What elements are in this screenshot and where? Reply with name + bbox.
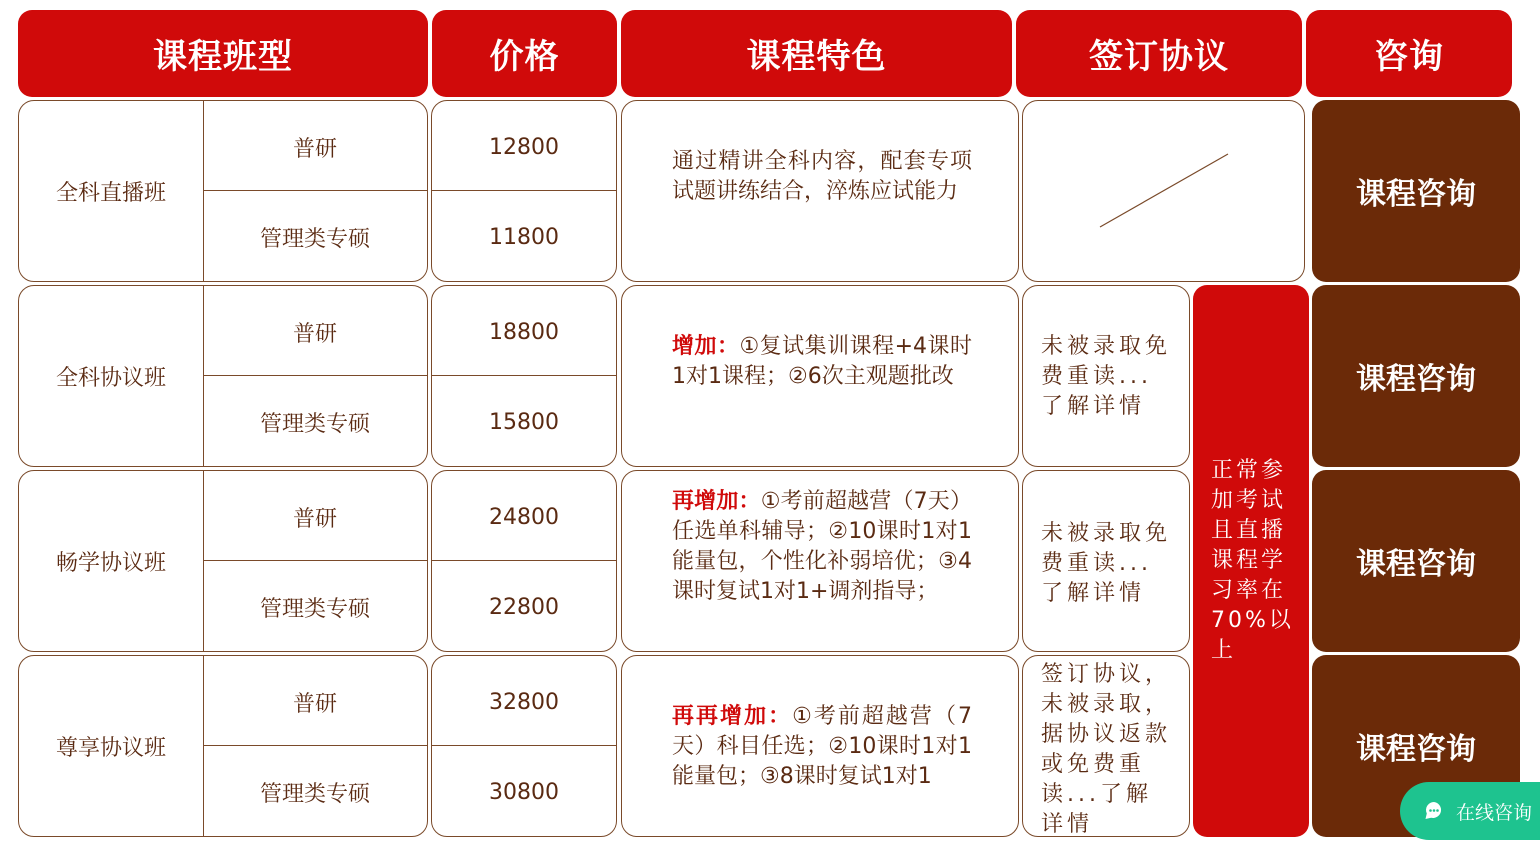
price-cell-row-4: [431, 655, 617, 837]
header-agreement: 签订协议: [1016, 10, 1302, 97]
course-sub-label: 管理类专硕: [259, 411, 370, 437]
condition-panel: [1193, 285, 1309, 837]
feature-cell-row-3: [621, 470, 1019, 652]
course-sub-label: 普研: [292, 506, 337, 532]
feature-text: 再再增加：①考前超越营（7天）科目任选；②10课时1对1能量包；③8课时复试1对1: [672, 704, 972, 789]
condition-text: 正常参加考试且直播课程学习率在70%以上: [1211, 458, 1294, 663]
price-value: 18800: [489, 319, 559, 345]
price-cell-row-3: [431, 470, 617, 652]
feature-cell-row-4: [621, 655, 1019, 837]
chat-icon: [1422, 799, 1446, 823]
price-value: 24800: [489, 504, 559, 530]
course-consult-button[interactable]: 课程咨询: [1312, 470, 1520, 652]
price-value: 30800: [489, 779, 559, 805]
feature-cell-row-2: [621, 285, 1019, 467]
price-value: 11800: [489, 224, 559, 250]
course-name: 尊享协议班: [55, 735, 166, 761]
feature-text: 再增加：①考前超越营（7天）任选单科辅导；②10课时1对1能量包，个性化补弱培优；③4课时复试1对1+调剂指导；: [672, 489, 972, 604]
feature-text: 通过精讲全科内容，配套专项试题讲练结合，淬炼应试能力: [672, 149, 972, 204]
price-value: 32800: [489, 689, 559, 715]
price-value: 15800: [489, 409, 559, 435]
course-sub-label: 管理类专硕: [259, 596, 370, 622]
price-value: 12800: [489, 134, 559, 160]
agreement-cell-row-3: [1022, 470, 1190, 652]
course-sub-label: 管理类专硕: [259, 781, 370, 807]
course-cell-row-2: [18, 285, 428, 467]
price-value: 22800: [489, 594, 559, 620]
agreement-text[interactable]: 签订协议，未被录取，据协议返款或免费重读...了解详情: [1041, 662, 1172, 837]
online-consult-label: 在线咨询: [1456, 801, 1533, 824]
feature-text: 增加：①复试集训课程+4课时1对1课程；②6次主观题批改: [672, 334, 972, 389]
course-cell-row-3: [18, 470, 428, 652]
agreement-cell-row-4: [1022, 655, 1190, 837]
agreement-cell-row-2: [1022, 285, 1190, 467]
course-cell-row-4: [18, 655, 428, 837]
online-consult-button[interactable]: [1400, 782, 1540, 840]
not-applicable-slash: [1023, 101, 1304, 281]
course-consult-button[interactable]: 课程咨询: [1312, 285, 1520, 467]
course-sub-label: 普研: [292, 136, 337, 162]
header-price: 价格: [432, 10, 617, 97]
header-consult: 咨询: [1306, 10, 1512, 97]
course-sub-label: 普研: [292, 321, 337, 347]
agreement-text[interactable]: 未被录取免费重读...了解详情: [1041, 521, 1172, 606]
header-feature: 课程特色: [621, 10, 1012, 97]
course-consult-button[interactable]: 课程咨询: [1312, 655, 1520, 837]
price-cell-row-2: [431, 285, 617, 467]
course-consult-button[interactable]: 课程咨询: [1312, 100, 1520, 282]
course-name: 畅学协议班: [55, 550, 166, 576]
course-name: 全科直播班: [55, 180, 166, 206]
course-sub-label: 管理类专硕: [259, 226, 370, 252]
course-cell-row-1: [18, 100, 428, 282]
header-course: 课程班型: [18, 10, 428, 97]
feature-cell-row-1: [621, 100, 1019, 282]
course-sub-label: 普研: [292, 691, 337, 717]
price-cell-row-1: [431, 100, 617, 282]
course-name: 全科协议班: [55, 365, 166, 391]
agreement-text[interactable]: 未被录取免费重读...了解详情: [1041, 334, 1172, 419]
agreement-cell-row-1: [1022, 100, 1305, 282]
